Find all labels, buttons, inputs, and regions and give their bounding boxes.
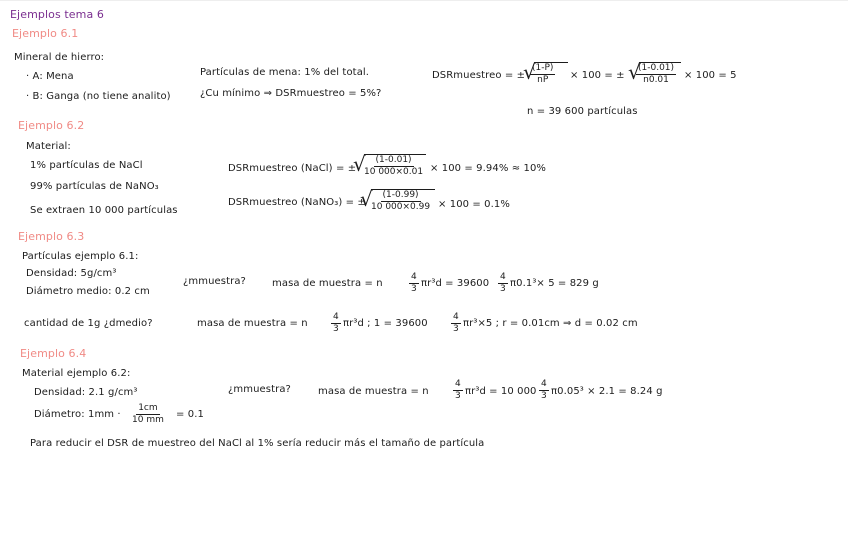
text-line: = 0.1 bbox=[176, 409, 204, 420]
formula-text: × 100 = 5 bbox=[684, 70, 737, 81]
question: ¿Cu mínimo ⇒ DSRmuestreo = 5%? bbox=[200, 88, 382, 99]
numerator: (1-0.01) bbox=[638, 63, 675, 73]
question: ¿mmuestra? bbox=[183, 276, 246, 287]
text-line: 99% partículas de NaNO₃ bbox=[30, 181, 159, 192]
denominator: 3 bbox=[455, 391, 461, 401]
formula-text: πr³d = 10 000 bbox=[465, 386, 537, 397]
text-line: Se extraen 10 000 partículas bbox=[30, 205, 178, 216]
formula-text: masa de muestra = n bbox=[272, 278, 383, 289]
numerator: (1-0.01) bbox=[375, 155, 412, 165]
fraction bbox=[539, 379, 549, 402]
section-heading-6-4: Ejemplo 6.4 bbox=[20, 347, 87, 360]
text-line: Diámetro medio: 0.2 cm bbox=[26, 286, 150, 297]
text-line: Densidad: 5g/cm³ bbox=[26, 268, 117, 279]
text-line: 1% partículas de NaCl bbox=[30, 160, 143, 171]
sqrt-sign: √ bbox=[360, 187, 373, 211]
formula-text: × 100 = 0.1% bbox=[438, 199, 510, 210]
conclusion: Para reducir el DSR de muestreo del NaCl al 1% sería reducir más el tamaño de partícula bbox=[30, 438, 485, 449]
denominator: 3 bbox=[453, 324, 459, 334]
fraction bbox=[369, 190, 432, 213]
denominator: 3 bbox=[500, 284, 506, 294]
section-heading-6-1: Ejemplo 6.1 bbox=[12, 27, 79, 40]
numerator: 1cm bbox=[138, 403, 158, 413]
formula-text: π0.05³ × 2.1 = 8.24 g bbox=[551, 386, 663, 397]
denominator: 10 000×0.99 bbox=[371, 202, 431, 212]
fraction bbox=[451, 312, 461, 335]
formula-text: πr³d ; 1 = 39600 bbox=[343, 318, 428, 329]
question: ¿mmuestra? bbox=[228, 384, 291, 395]
formula-text: DSRmuestreo = ± bbox=[432, 70, 526, 81]
fraction bbox=[636, 63, 676, 86]
numerator: 4 bbox=[411, 272, 417, 282]
denominator: 3 bbox=[541, 391, 547, 401]
formula-text: masa de muestra = n bbox=[197, 318, 308, 329]
sqrt-sign: √ bbox=[628, 60, 641, 84]
formula-text: DSRmuestreo (NaCl) = ± bbox=[228, 163, 357, 174]
numerator: 4 bbox=[500, 272, 506, 282]
denominator: 3 bbox=[411, 284, 417, 294]
numerator: 4 bbox=[541, 379, 547, 389]
fraction bbox=[453, 379, 463, 402]
text-line: Material ejemplo 6.2: bbox=[22, 368, 131, 379]
formula-text: πr³d = 39600 bbox=[421, 278, 490, 289]
text-line: Densidad: 2.1 g/cm³ bbox=[34, 387, 138, 398]
denominator: 10 mm bbox=[132, 415, 164, 425]
numerator: (1-P) bbox=[532, 63, 554, 73]
text-line: Partículas ejemplo 6.1: bbox=[22, 251, 139, 262]
text-line: cantidad de 1g ¿dmedio? bbox=[24, 318, 153, 329]
fraction bbox=[130, 403, 166, 426]
numerator: 4 bbox=[455, 379, 461, 389]
text-line: Diámetro: 1mm · bbox=[34, 409, 121, 420]
text-line: · B: Ganga (no tiene analito) bbox=[26, 91, 171, 102]
result: n = 39 600 partículas bbox=[527, 106, 638, 117]
formula-text: DSRmuestreo (NaNO₃) = ± bbox=[228, 197, 366, 208]
denominator: 10 000×0.01 bbox=[364, 167, 424, 177]
formula-text: × 100 = ± bbox=[570, 70, 625, 81]
text-line: Partículas de mena: 1% del total. bbox=[200, 67, 370, 78]
sqrt-sign: √ bbox=[523, 60, 536, 84]
denominator: 3 bbox=[333, 324, 339, 334]
formula-text: πr³×5 ; r = 0.01cm ⇒ d = 0.02 cm bbox=[463, 318, 638, 329]
fraction bbox=[409, 272, 419, 295]
section-heading-6-2: Ejemplo 6.2 bbox=[18, 119, 85, 132]
fraction bbox=[498, 272, 508, 295]
denominator: nP bbox=[537, 75, 549, 85]
numerator: 4 bbox=[453, 312, 459, 322]
denominator: n0.01 bbox=[643, 75, 669, 85]
text-line: Material: bbox=[26, 141, 71, 152]
fraction bbox=[331, 312, 341, 335]
formula-text: masa de muestra = n bbox=[318, 386, 429, 397]
text-line: Mineral de hierro: bbox=[14, 52, 105, 63]
formula-text: × 100 = 9.94% ≈ 10% bbox=[430, 163, 547, 174]
top-divider bbox=[0, 0, 848, 1]
numerator: (1-0.99) bbox=[382, 190, 419, 200]
numerator: 4 bbox=[333, 312, 339, 322]
page-title: Ejemplos tema 6 bbox=[10, 8, 105, 21]
text-line: · A: Mena bbox=[26, 71, 74, 82]
formula-text: π0.1³× 5 = 829 g bbox=[510, 278, 599, 289]
sqrt-sign: √ bbox=[353, 152, 366, 176]
section-heading-6-3: Ejemplo 6.3 bbox=[18, 230, 85, 243]
fraction bbox=[530, 63, 555, 86]
fraction bbox=[362, 155, 425, 178]
